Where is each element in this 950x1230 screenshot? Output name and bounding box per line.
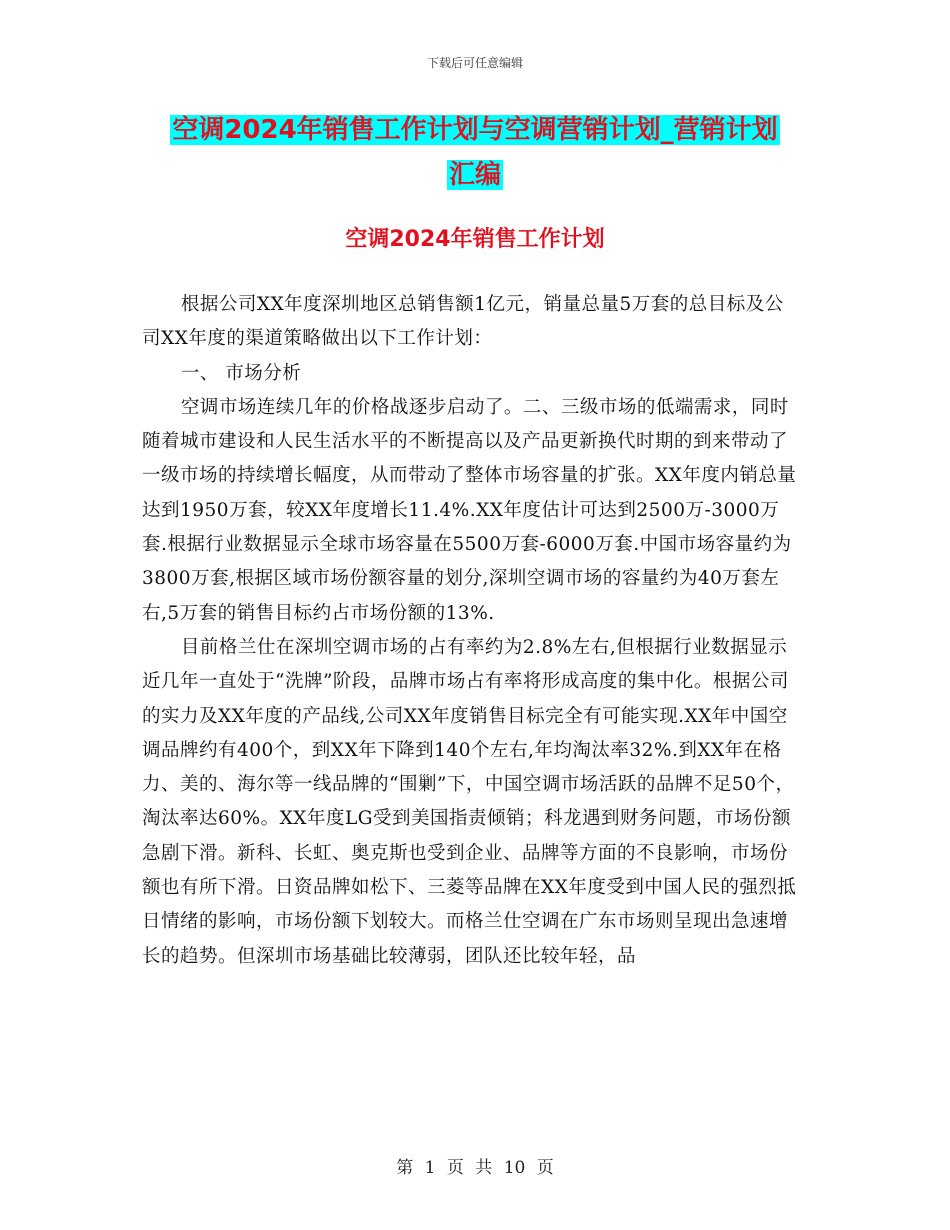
paragraph: 根据公司XX年度深圳地区总销售额1亿元，销量总量5万套的总目标及公司XX年度的渠道策略做出以下工作计划：	[142, 294, 784, 350]
section-title: 空调2024年销售工作计划	[345, 227, 605, 252]
paragraph: 空调市场连续几年的价格战逐步启动了。二、三级市场的低端需求，同时随着城市建设和人民生活水平的不断提高以及产品更新换代时期的到来带动了一级市场的持续增长幅度，从而带动了整体市场容量的扩张。XX年度内销总量达到1950万套，较XX年度增长11.4%.XX年度估计可达到2500万-3000万套.根据行业数据显示全球市场容量在5500万套-6000万套.中国市场容量约为3800万套,根据区域市场份额容量的划分,深圳空调市场的容量约为40万套左右,5万套的销售目标约占市场份额的13%.	[142, 396, 797, 624]
page-footer: 第 1 页 共 10 页	[396, 1158, 554, 1178]
document-title-line2: 汇编	[448, 160, 501, 190]
document-title-line1: 空调2024年销售工作计划与空调营销计划_营销计划	[172, 115, 778, 145]
page-header: 下载后可任意编辑	[426, 56, 523, 70]
document-body	[142, 288, 802, 974]
paragraph: 目前格兰仕在深圳空调市场的占有率约为2.8%左右,但根据行业数据显示近几年一直处于“洗牌”阶段，品牌市场占有率将形成高度的集中化。根据公司的实力及XX年度的产品线,公司XX年度销售目标完全有可能实现.XX年中国空调品牌约有400个，到XX年下降到140个左右,年均淘汰率32%.到XX年在格力、美的、海尔等一线品牌的“围剿”下，中国空调市场活跃的品牌不足50个，淘汰率达60%。XX年度LG受到美国指责倾销；科龙遇到财务问题，市场份额急剧下滑。新科、长虹、奥克斯也受到企业、品牌等方面的不良影响，市场份额也有所下滑。日资品牌如松下、三菱等品牌在XX年度受到中国人民的强烈抵日情绪的影响，市场份额下划较大。而格兰仕空调在广东市场则呈现出急速增长的趋势。但深圳市场基础比较薄弱，团队还比较年轻，品	[142, 636, 797, 967]
section-heading: 一、 市场分析	[180, 362, 302, 384]
document-title	[150, 108, 800, 198]
